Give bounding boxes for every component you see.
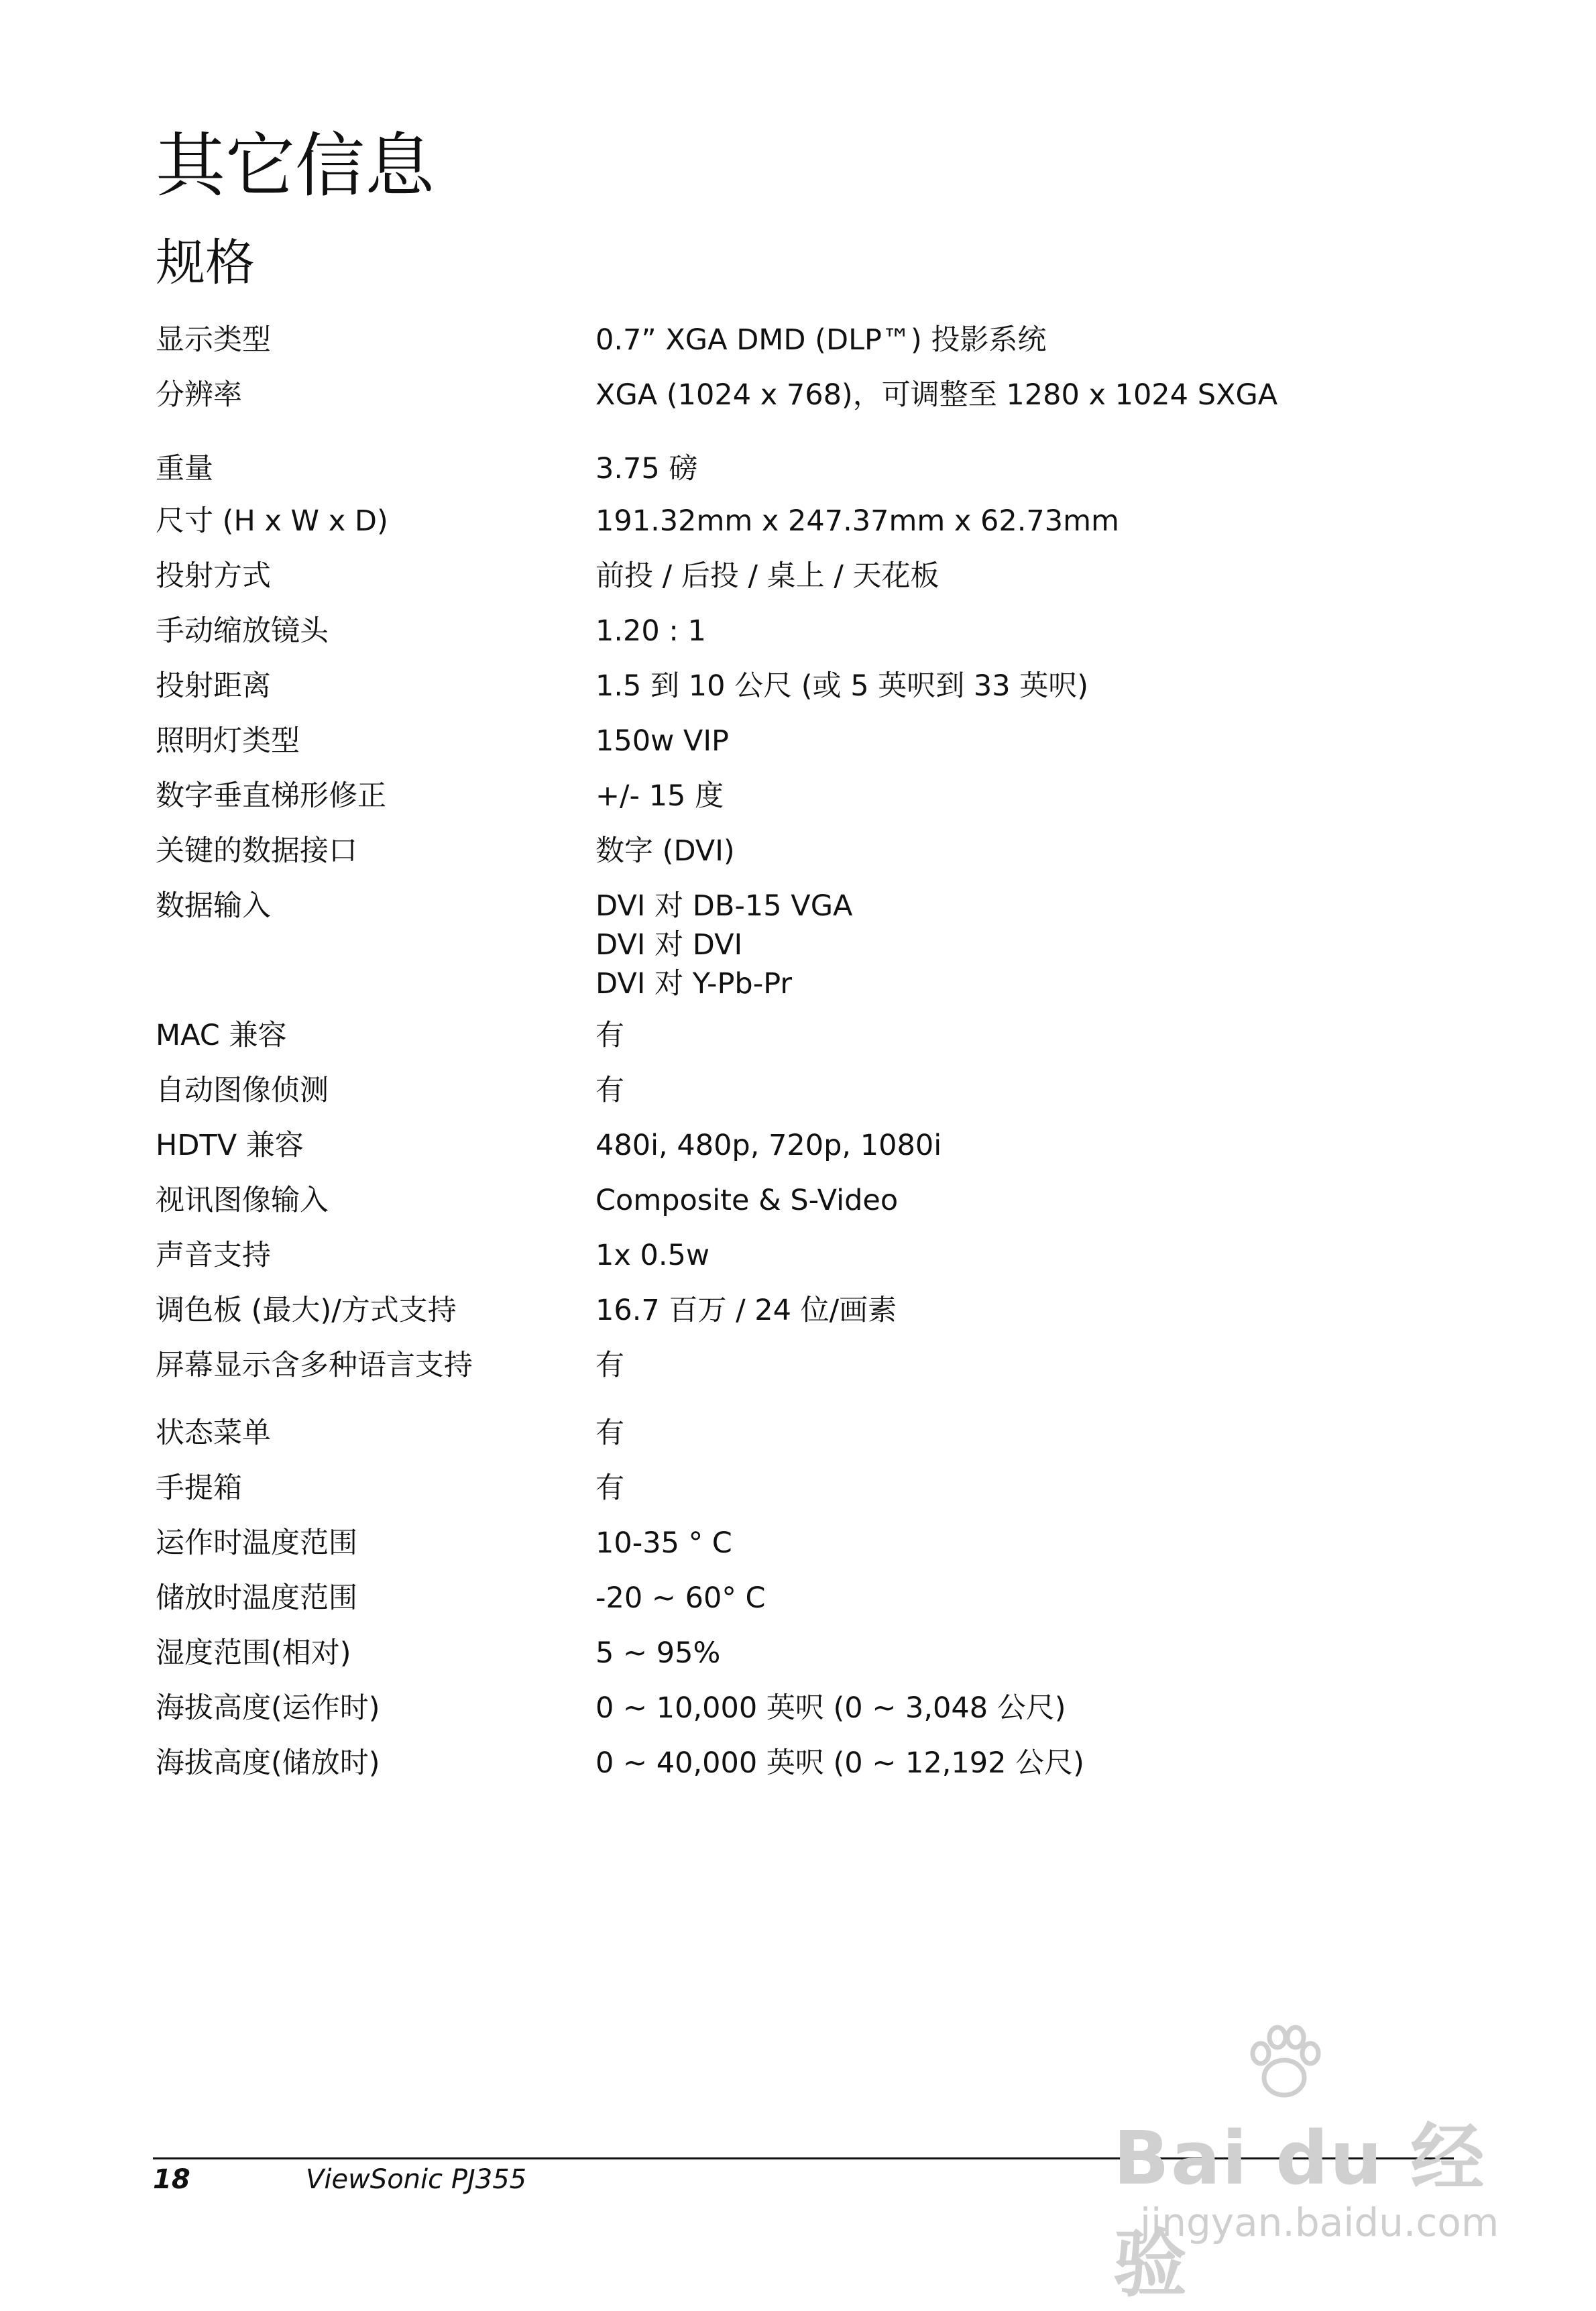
watermark-logo-text: Bai du 经验 <box>1113 2115 1486 2307</box>
spec-value <box>595 1236 709 1275</box>
spec-value <box>595 1414 624 1453</box>
section-title: 规格 <box>156 234 255 292</box>
spec-value-line: 0.7” XGA DMD (DLP™) 投影系统 <box>595 323 1047 357</box>
spec-value-line: 1x 0.5w <box>595 1239 710 1272</box>
spec-value-line: DVI 对 Y-Pb-Pr <box>595 967 793 1001</box>
spec-label: 尺寸 (H x W x D) <box>156 504 388 538</box>
spec-value-line: 前投 / 后投 / 桌上 / 天花板 <box>595 559 939 593</box>
spec-label: 重量 <box>156 452 213 486</box>
spec-value <box>595 502 1119 541</box>
spec-label: 照明灯类型 <box>156 724 300 758</box>
spec-value <box>595 1346 624 1385</box>
spec-value-line: 有 <box>595 1074 624 1107</box>
spec-value-line: 5 ~ 95% <box>595 1636 721 1670</box>
spec-value-line: 0 ~ 40,000 英呎 (0 ~ 12,192 公尺) <box>595 1746 1084 1780</box>
spec-value <box>595 1744 1084 1783</box>
spec-value-line: DVI 对 DVI <box>595 928 743 962</box>
spec-label: 湿度范围(相对) <box>156 1636 351 1670</box>
spec-label: 储放时温度范围 <box>156 1581 357 1615</box>
spec-value-line: Composite & S-Video <box>595 1184 899 1217</box>
spec-value-line: -20 ~ 60° C <box>595 1581 766 1615</box>
spec-label: 声音支持 <box>156 1239 271 1272</box>
spec-value-line: XGA (1024 x 768)，可调整至 1280 x 1024 SXGA <box>595 378 1278 412</box>
spec-value <box>595 321 1046 359</box>
spec-value-line: 3.75 磅 <box>595 452 698 486</box>
spec-value <box>595 667 1088 706</box>
spec-label: 投射距离 <box>156 669 271 703</box>
baidu-watermark <box>1113 2019 1516 2307</box>
spec-value <box>595 612 706 651</box>
spec-label: 手提箱 <box>156 1471 242 1505</box>
spec-label: 手动缩放镜头 <box>156 614 329 648</box>
spec-value <box>595 887 852 1003</box>
spec-label: 海拔高度(储放时) <box>156 1746 380 1780</box>
spec-value <box>595 449 697 488</box>
spec-value <box>595 376 1277 414</box>
spec-value-line: 数字 (DVI) <box>595 834 735 868</box>
spec-value-line: 有 <box>595 1471 624 1505</box>
spec-value-line: 191.32mm x 247.37mm x 62.73mm <box>595 504 1119 538</box>
spec-label: 自动图像侦测 <box>156 1074 329 1107</box>
spec-value <box>595 1579 766 1618</box>
spec-value-line: 150w VIP <box>595 724 729 758</box>
watermark-url: jingyan.baidu.com <box>1140 2200 1499 2245</box>
spec-value <box>595 722 729 760</box>
spec-value-line: DVI 对 DB-15 VGA <box>595 889 853 923</box>
footer-page-number: 18 <box>153 2164 190 2195</box>
spec-value <box>595 1016 624 1055</box>
spec-value-line: 有 <box>595 1349 624 1382</box>
spec-value <box>595 1126 942 1165</box>
spec-label: 状态菜单 <box>156 1416 271 1450</box>
spec-value <box>595 1689 1066 1728</box>
spec-value-line: 有 <box>595 1019 624 1052</box>
spec-value <box>595 1469 624 1508</box>
spec-value <box>595 557 939 596</box>
spec-label: 屏幕显示含多种语言支持 <box>156 1349 473 1382</box>
spec-label: 投射方式 <box>156 559 271 593</box>
paw-icon <box>1241 2019 1328 2106</box>
spec-value <box>595 777 724 815</box>
spec-label: 数字垂直梯形修正 <box>156 779 386 813</box>
spec-value-line: +/- 15 度 <box>595 779 724 813</box>
spec-label: HDTV 兼容 <box>156 1129 304 1162</box>
spec-value-line: 1.20 : 1 <box>595 614 706 648</box>
spec-value-line: 10-35 ° C <box>595 1526 732 1560</box>
spec-label: 显示类型 <box>156 323 271 357</box>
spec-value <box>595 832 735 870</box>
spec-value-line: 16.7 百万 / 24 位/画素 <box>595 1294 897 1327</box>
spec-value-line: 有 <box>595 1416 624 1450</box>
spec-label: 视讯图像输入 <box>156 1184 329 1217</box>
spec-label: 分辨率 <box>156 378 242 412</box>
spec-label: 调色板 (最大)/方式支持 <box>156 1294 457 1327</box>
spec-value <box>595 1071 624 1110</box>
spec-label: 运作时温度范围 <box>156 1526 357 1560</box>
spec-value <box>595 1634 720 1673</box>
spec-label: 数据输入 <box>156 889 271 923</box>
spec-value-line: 1.5 到 10 公尺 (或 5 英呎到 33 英呎) <box>595 669 1089 703</box>
spec-label: 海拔高度(运作时) <box>156 1691 380 1725</box>
spec-label: MAC 兼容 <box>156 1019 287 1052</box>
spec-value <box>595 1524 732 1563</box>
spec-value-line: 0 ~ 10,000 英呎 (0 ~ 3,048 公尺) <box>595 1691 1066 1725</box>
spec-value <box>595 1181 898 1220</box>
spec-value <box>595 1291 897 1330</box>
footer-product-name: ViewSonic PJ355 <box>306 2164 527 2195</box>
spec-value-line: 480i, 480p, 720p, 1080i <box>595 1129 942 1162</box>
spec-label: 关键的数据接口 <box>156 834 357 868</box>
page-title: 其它信息 <box>156 125 435 207</box>
